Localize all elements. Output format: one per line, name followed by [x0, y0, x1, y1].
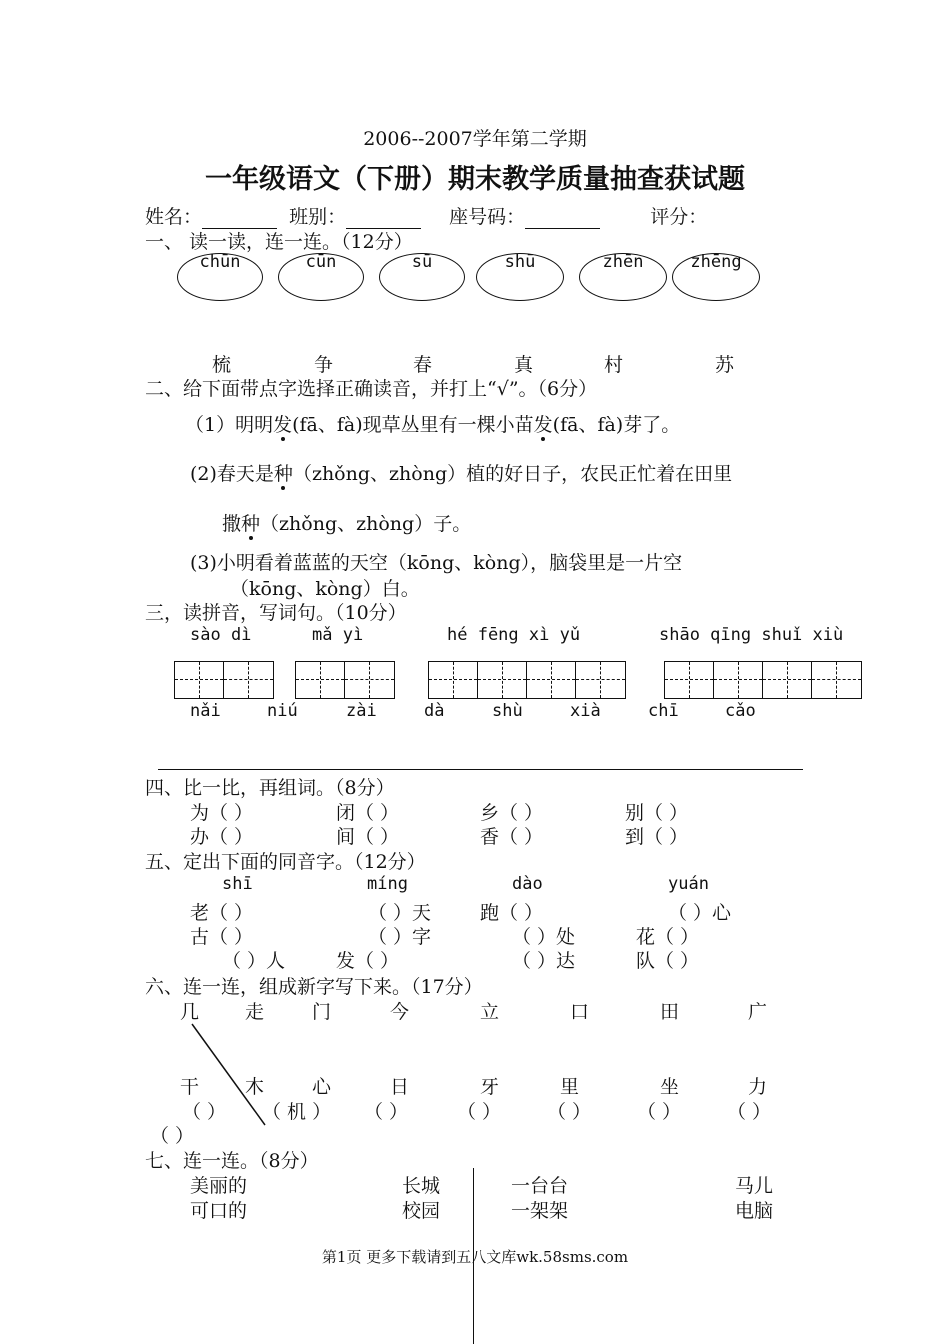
term-line: 2006--2007学年第二学期 — [363, 128, 587, 150]
question-2-3-cont: （kōng、kòng）白。 — [230, 578, 420, 600]
homophone-item[interactable]: 古（ ） — [190, 926, 254, 948]
dotted-char: 种 — [241, 513, 261, 535]
char-item[interactable]: 梳 — [212, 354, 232, 376]
dotted-char: 种 — [273, 463, 293, 485]
section1-heading: 一、 读一读，连一连。（12分） — [145, 231, 413, 253]
section3-heading: 三，读拼音，写词句。（10分） — [145, 602, 407, 624]
pinyin-prompt: yuán — [668, 874, 709, 894]
homophone-item[interactable]: （ ）天 — [368, 902, 432, 924]
section5-heading: 五、定出下面的同音字。（12分） — [145, 851, 426, 873]
pinyin-prompt: xià — [570, 701, 601, 721]
question-2-2: (2)春天是种（zhǒng、zhòng）植的好日子，农民正忙着在田里 — [190, 463, 733, 485]
match-item[interactable]: 马儿 — [735, 1175, 774, 1197]
word-item[interactable]: 间（ ） — [336, 826, 400, 848]
pinyin-prompt: dào — [512, 874, 543, 894]
section7-heading: 七、连一连。（8分） — [145, 1150, 319, 1172]
component-char[interactable]: 广 — [748, 1001, 768, 1023]
dotted-char: 发 — [533, 414, 553, 436]
component-char[interactable]: 立 — [480, 1001, 500, 1023]
answer-slot[interactable]: （ ） — [182, 1101, 227, 1123]
homophone-item[interactable]: 跑（ ） — [480, 902, 544, 924]
homophone-item[interactable]: （ ）字 — [368, 926, 432, 948]
word-item[interactable]: 办（ ） — [190, 826, 254, 848]
component-char[interactable]: 几 — [180, 1001, 200, 1023]
pinyin-oval[interactable]: zhēn — [579, 253, 667, 301]
pinyin-prompt: nǎi — [190, 701, 221, 721]
pinyin-prompt: shù — [492, 701, 523, 721]
answer-slot[interactable]: （ ） — [457, 1101, 502, 1123]
dotted-char: 发 — [273, 414, 293, 436]
component-char[interactable]: 今 — [390, 1001, 410, 1023]
component-char[interactable]: 木 — [245, 1076, 265, 1098]
homophone-item[interactable]: 队（ ） — [636, 950, 700, 972]
pinyin-prompt: zài — [346, 701, 377, 721]
pinyin-prompt: dà — [424, 701, 445, 721]
section4-heading: 四、比一比，再组词。（8分） — [145, 777, 395, 799]
component-char[interactable]: 走 — [245, 1001, 265, 1023]
pinyin-oval[interactable]: shū — [476, 253, 564, 301]
component-char[interactable]: 力 — [748, 1076, 768, 1098]
answer-slot[interactable]: （ 机 ） — [262, 1101, 332, 1123]
section6-heading: 六、连一连，组成新字写下来。（17分） — [145, 976, 483, 998]
char-item[interactable]: 春 — [413, 354, 433, 376]
char-item[interactable]: 争 — [314, 354, 334, 376]
question-2-1: （1）明明发(fā、fà)现草丛里有一棵小苗发(fā、fà)芽了。 — [185, 414, 681, 436]
answer-slot[interactable]: （ ） — [547, 1101, 592, 1123]
word-item[interactable]: 闭（ ） — [336, 802, 400, 824]
homophone-item[interactable]: （ ）人 — [222, 950, 286, 972]
question-2-2-cont: 撒种（zhǒng、zhòng）子。 — [222, 513, 472, 535]
char-item[interactable]: 苏 — [715, 354, 735, 376]
answer-slot[interactable]: （ ） — [727, 1101, 772, 1123]
char-item[interactable]: 真 — [514, 354, 534, 376]
word-item[interactable]: 香（ ） — [480, 826, 544, 848]
pinyin-prompt: míng — [367, 874, 408, 894]
match-item[interactable]: 美丽的 — [190, 1175, 248, 1197]
page-title: 一年级语文（下册）期末教学质量抽查获试题 — [205, 164, 745, 195]
pinyin-prompt: sào dì — [190, 625, 252, 645]
answer-slot[interactable]: （ ） — [150, 1125, 195, 1147]
answer-slot[interactable]: （ ） — [637, 1101, 682, 1123]
homophone-item[interactable]: 老（ ） — [190, 902, 254, 924]
word-item[interactable]: 到（ ） — [625, 826, 689, 848]
pinyin-oval[interactable]: sū — [379, 253, 465, 301]
section2-heading: 二、给下面带点字选择正确读音，并打上“√”。（6分） — [145, 378, 598, 400]
pinyin-oval[interactable]: chūn — [177, 253, 263, 301]
homophone-item[interactable]: 花（ ） — [636, 926, 700, 948]
pinyin-prompt: chī — [648, 701, 679, 721]
class-label: 班别： — [289, 206, 347, 228]
component-char[interactable]: 田 — [660, 1001, 680, 1023]
char-item[interactable]: 村 — [604, 354, 624, 376]
component-char[interactable]: 坐 — [660, 1076, 680, 1098]
pinyin-prompt: mǎ yì — [312, 625, 364, 645]
component-char[interactable]: 里 — [560, 1076, 580, 1098]
component-char[interactable]: 干 — [180, 1076, 200, 1098]
name-label: 姓名： — [145, 206, 203, 228]
pinyin-prompt: niú — [267, 701, 298, 721]
component-char[interactable]: 口 — [570, 1001, 590, 1023]
component-char[interactable]: 心 — [312, 1076, 332, 1098]
answer-slot[interactable]: （ ） — [364, 1101, 409, 1123]
page-footer: 第1页 更多下载请到五八文库wk.58sms.com — [321, 1248, 629, 1266]
pinyin-prompt: shī — [222, 874, 253, 894]
pinyin-prompt: cǎo — [725, 701, 756, 721]
word-item[interactable]: 为（ ） — [190, 802, 254, 824]
component-char[interactable]: 门 — [312, 1001, 332, 1023]
pinyin-prompt: shāo qīng shuǐ xiù — [659, 625, 844, 645]
word-item[interactable]: 别（ ） — [625, 802, 689, 824]
homophone-item[interactable]: （ ）处 — [512, 926, 576, 948]
match-item[interactable]: 可口的 — [190, 1200, 248, 1222]
pinyin-oval[interactable]: zhēng — [672, 253, 760, 301]
match-item[interactable]: 一台台 — [511, 1175, 569, 1197]
pinyin-prompt: hé fēng xì yǔ — [447, 625, 581, 645]
question-2-3: (3)小明看着蓝蓝的天空（kōng、kòng），脑袋里是一片空 — [190, 552, 683, 574]
component-char[interactable]: 牙 — [480, 1076, 500, 1098]
match-item[interactable]: 校园 — [402, 1200, 441, 1222]
homophone-item[interactable]: （ ）达 — [512, 950, 576, 972]
word-item[interactable]: 乡（ ） — [480, 802, 544, 824]
homophone-item[interactable]: （ ）心 — [668, 902, 732, 924]
match-item[interactable]: 电脑 — [735, 1200, 774, 1222]
score-label: 评分： — [650, 206, 708, 228]
homophone-item[interactable]: 发（ ） — [336, 950, 400, 972]
match-item[interactable]: 一架架 — [511, 1200, 569, 1222]
seat-label: 座号码： — [449, 206, 526, 228]
pinyin-oval[interactable]: cūn — [278, 253, 364, 301]
match-item[interactable]: 长城 — [402, 1175, 441, 1197]
component-char[interactable]: 日 — [390, 1076, 410, 1098]
